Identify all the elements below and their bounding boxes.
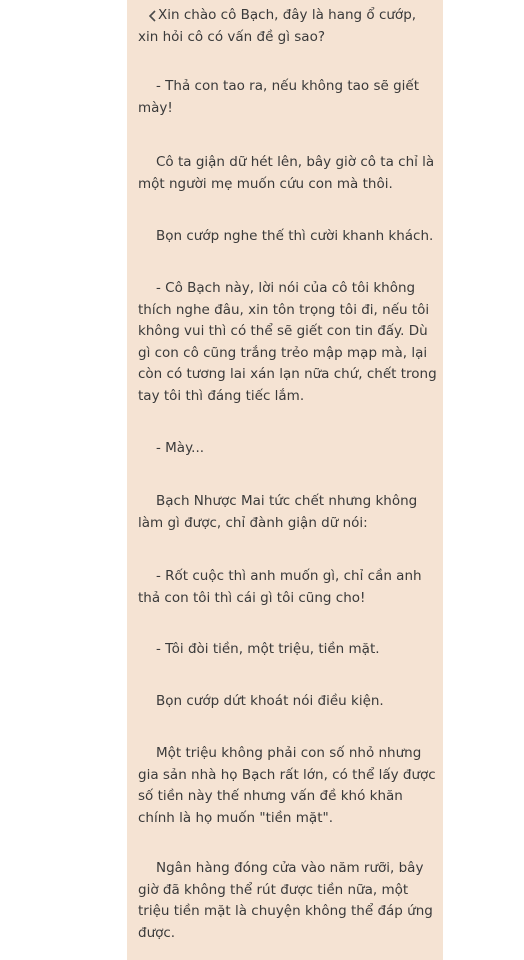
- paragraph: - Rốt cuộc thì anh muốn gì, chỉ cần anh thả con tôi thì cái gì tôi cũng cho!: [138, 568, 422, 606]
- paragraph: - Cô Bạch này, lời nói của cô tôi không thích nghe đâu, xin tôn trọng tôi đi, nếu tôi không vui thì có thể sẽ giết con tin đấy. Dù gì con cô cũng trắng trẻo mập mạp mà, lại còn có tương lai xán lạn nữa chứ, chết trong tay tôi thì đáng tiếc lắm.: [138, 280, 437, 404]
- paragraph: - Mày...: [156, 440, 205, 456]
- paragraph: - Tôi đòi tiền, một triệu, tiền mặt.: [156, 641, 380, 657]
- paragraph: Bọn cướp nghe thế thì cười khanh khách.: [156, 228, 434, 244]
- paragraph: Một triệu không phải con số nhỏ nhưng gia sản nhà họ Bạch rất lớn, có thể lấy được số tiền này thế nhưng vấn đề khó khăn chính là họ muốn "tiền mặt".: [138, 745, 436, 826]
- paragraph: Bọn cướp dứt khoát nói điều kiện.: [156, 693, 384, 709]
- paragraph: Cô ta giận dữ hét lên, bây giờ cô ta chỉ là một người mẹ muốn cứu con mà thôi.: [138, 154, 435, 192]
- paragraph: Bạch Nhược Mai tức chết nhưng không làm gì được, chỉ đành giận dữ nói:: [138, 493, 418, 531]
- paragraph: Ngân hàng đóng cửa vào năm rưỡi, bây giờ đã không thể rút được tiền nữa, một triệu tiền mặt là chuyện không thể đáp ứng được.: [138, 860, 433, 941]
- paragraph: - Thả con tao ra, nếu không tao sẽ giết mày!: [138, 78, 420, 116]
- paragraph: Xin chào cô Bạch, đây là hang ổ cướp, xin hỏi cô có vấn đề gì sao?: [138, 7, 417, 45]
